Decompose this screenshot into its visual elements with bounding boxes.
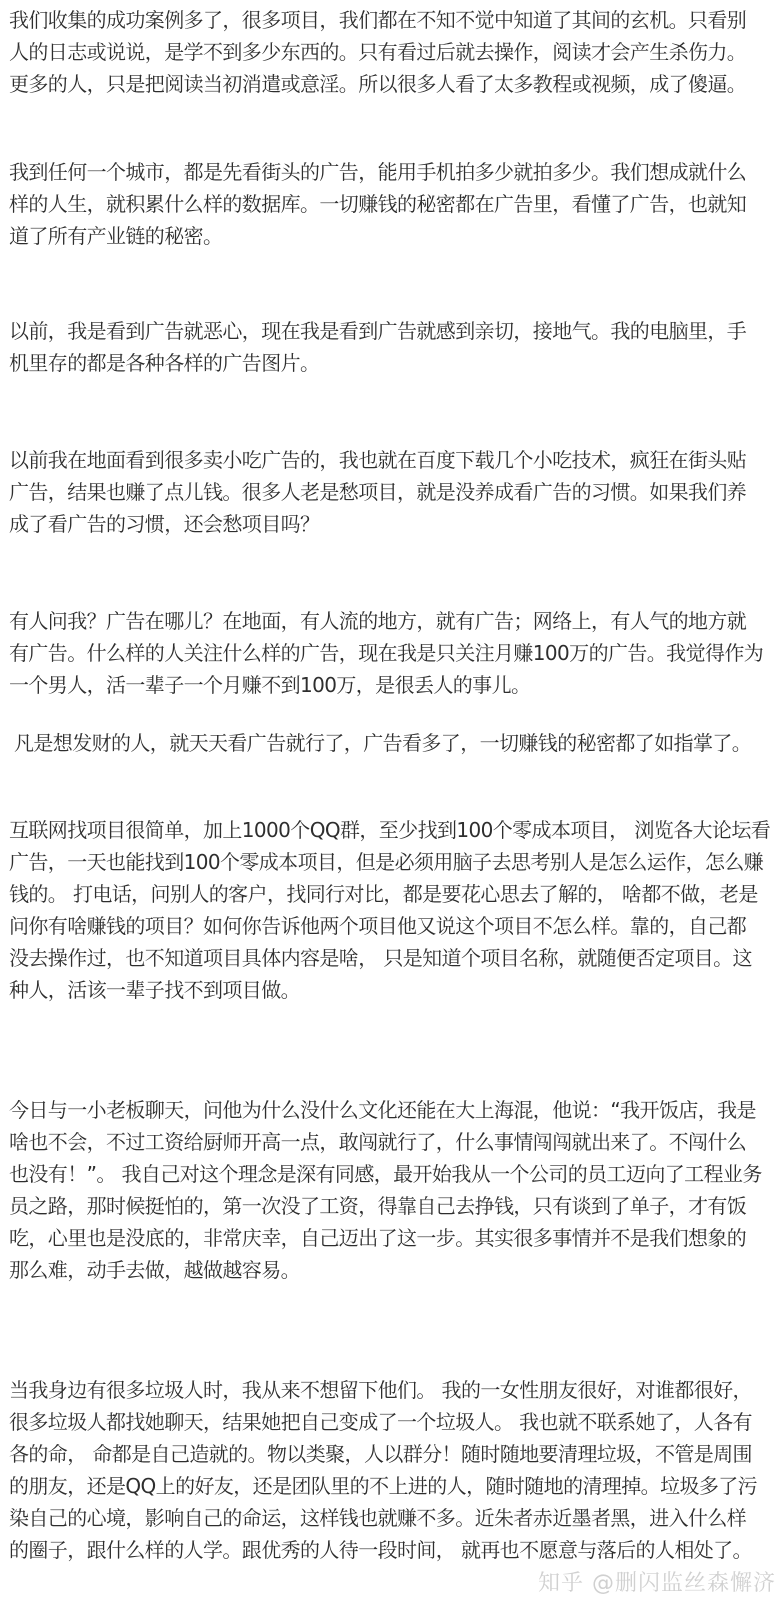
paragraph-line: 有人问我？广告在哪儿？在地面，有人流的地方，就有广告；网络上，有人气的地方就	[9, 609, 747, 633]
paragraph-line: 今日与一小老板聊天，问他为什么没什么文化还能在大上海混，他说：“我开饭店，我是	[9, 1098, 756, 1122]
paragraph-line: 有广告。什么样的人关注什么样的广告，现在我是只关注月赚100万的广告。我觉得作为	[9, 641, 764, 665]
paragraph-line: 广告，一天也能找到100个零成本项目，但是必须用脑子去思考别人是怎么运作，怎么赚	[9, 850, 764, 874]
paragraph-line: 的圈子，跟什么样的人学。跟优秀的人待一段时间， 就再也不愿意与落后的人相处了。	[9, 1538, 752, 1562]
article-paragraph	[9, 1374, 769, 1566]
paragraph-line: 广告，结果也赚了点儿钱。很多人老是愁项目，就是没养成看广告的习惯。如果我们养	[9, 480, 747, 504]
paragraph-line: 样的人生，就积累什么样的数据库。一切赚钱的秘密都在广告里，看懂了广告，也就知	[9, 192, 747, 216]
article-paragraph	[9, 605, 769, 701]
article-paragraph	[9, 444, 769, 540]
paragraph-line: 员之路，那时候挺怕的，第一次没了工资，得靠自己去挣钱，只有谈到了单子，才有饭	[9, 1194, 747, 1218]
paragraph-line: 各的命， 命都是自己造就的。物以类聚，人以群分！随时随地要清理垃圾，不管是周围	[9, 1442, 752, 1466]
paragraph-line: 吃，心里也是没底的，非常庆幸，自己迈出了这一步。其实很多事情并不是我们想象的	[9, 1226, 747, 1250]
paragraph-line: 机里存的都是各种各样的广告图片。	[9, 351, 320, 375]
paragraph-line: 成了看广告的习惯，还会愁项目吗？	[9, 512, 320, 536]
paragraph-line: 凡是想发财的人，就天天看广告就行了，广告看多了，一切赚钱的秘密都了如指掌了。	[14, 731, 752, 755]
paragraph-line: 啥也不会，不过工资给厨师开高一点，敢闯就行了，什么事情闯闯就出来了。不闯什么	[9, 1130, 747, 1154]
zhihu-watermark: 知乎 @删闪监丝森懈济	[538, 1571, 776, 1596]
paragraph-line: 一个男人，活一辈子一个月赚不到100万，是很丢人的事儿。	[9, 673, 531, 697]
paragraph-line: 也没有！”。 我自己对这个理念是深有同感，最开始我从一个公司的员工迈向了工程业务	[9, 1162, 762, 1186]
paragraph-line: 当我身边有很多垃圾人时，我从来不想留下他们。 我的一女性朋友很好，对谁都很好，	[9, 1378, 752, 1402]
article-paragraph	[9, 727, 774, 759]
article-paragraph	[9, 156, 769, 252]
paragraph-line: 以前，我是看到广告就恶心，现在我是看到广告就感到亲切，接地气。我的电脑里，手	[9, 319, 747, 343]
paragraph-line: 人的日志或说说，是学不到多少东西的。只有看过后就去操作，阅读才会产生杀伤力。	[9, 40, 747, 64]
article-paragraph	[9, 1094, 769, 1286]
article-paragraph	[9, 4, 769, 100]
paragraph-line: 我到任何一个城市，都是先看街头的广告，能用手机拍多少就拍多少。我们想成就什么	[9, 160, 747, 184]
paragraph-line: 我们收集的成功案例多了，很多项目，我们都在不知不觉中知道了其间的玄机。只看别	[9, 8, 747, 32]
article-paragraph	[9, 814, 769, 1006]
paragraph-line: 互联网找项目很简单，加上1000个QQ群，至少找到100个零成本项目， 浏览各大论坛看	[9, 818, 771, 842]
paragraph-line: 染自己的心境，影响自己的命运，这样钱也就赚不多。近朱者赤近墨者黑，进入什么样	[9, 1506, 747, 1530]
paragraph-line: 很多垃圾人都找她聊天，结果她把自己变成了一个垃圾人。 我也就不联系她了，人各有	[9, 1410, 752, 1434]
paragraph-line: 没去操作过，也不知道项目具体内容是啥， 只是知道个项目名称，就随便否定项目。这	[9, 946, 752, 970]
paragraph-line: 的朋友，还是QQ上的好友，还是团队里的不上进的人，随时随地的清理掉。垃圾多了污	[9, 1474, 758, 1498]
paragraph-line: 那么难，动手去做，越做越容易。	[9, 1258, 300, 1282]
paragraph-line: 种人，活该一辈子找不到项目做。	[9, 978, 300, 1002]
article-paragraph	[9, 315, 769, 379]
paragraph-line: 道了所有产业链的秘密。	[9, 224, 223, 248]
paragraph-line: 问你有啥赚钱的项目？如何你告诉他两个项目他又说这个项目不怎么样。靠的，自己都	[9, 914, 747, 938]
paragraph-line: 以前我在地面看到很多卖小吃广告的，我也就在百度下载几个小吃技术，疯狂在街头贴	[9, 448, 747, 472]
paragraph-line: 钱的。 打电话，问别人的客户，找同行对比，都是要花心思去了解的， 啥都不做，老是	[9, 882, 758, 906]
paragraph-line: 更多的人，只是把阅读当初消遣或意淫。所以很多人看了太多教程或视频，成了傻逼。	[9, 72, 747, 96]
